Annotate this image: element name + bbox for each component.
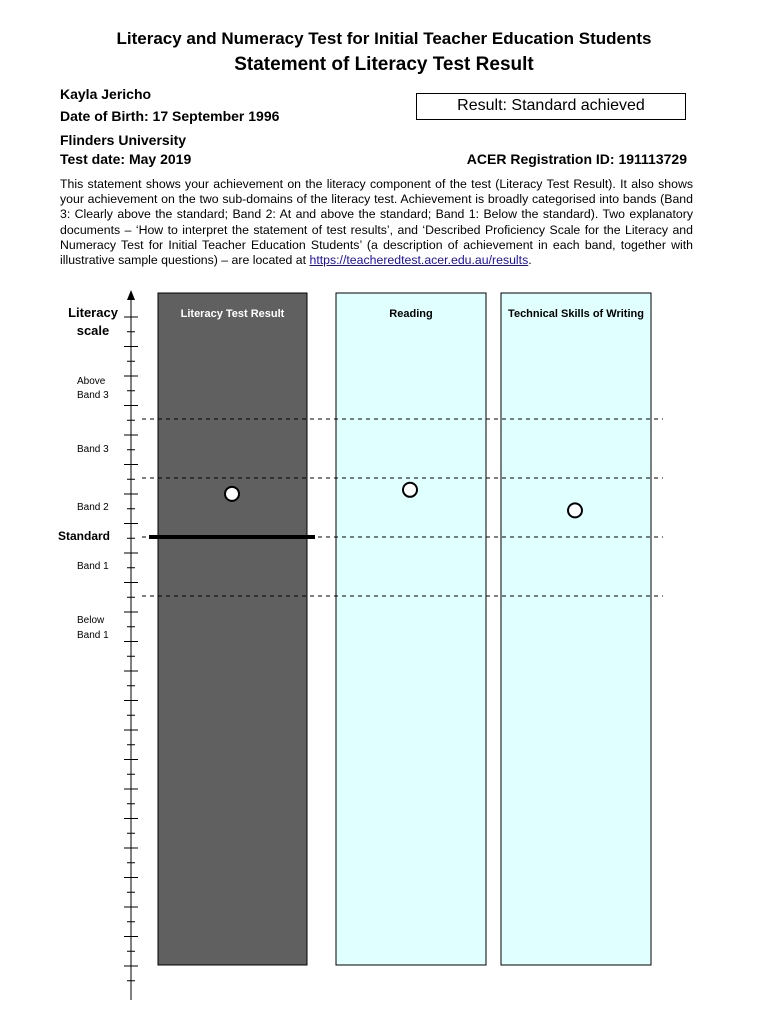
column-label-technical-skills: Technical Skills of Writing (508, 308, 644, 320)
band-label-below-band1-line2: Band 1 (77, 630, 109, 641)
scale-label-line2: scale (76, 323, 110, 338)
results-link[interactable]: https://teacheredtest.acer.edu.au/results (309, 253, 529, 268)
description-text: This statement shows your achievement on the literacy component of the test (Literacy Test Result). It also shows your achievement on the two sub-domains of the literacy test. Achievement is broadly categorised into bands (Band 3: Clearly above the standard; Band 2: At and above the standard; Band 1: Below the standard). Two explanatory documents – ‘How to interpret the statement of test results’, and ‘Described Proficiency Scale for the Literacy and Numeracy Test for Initial Teacher Education Students’ (a description of achievement in each band, together with illustrative sample questions) – are located at (60, 177, 693, 268)
result-box: Result: Standard achieved (416, 93, 686, 120)
band-label-above-band3-line1: Above (77, 376, 106, 387)
university-name: Flinders University (60, 132, 187, 148)
column-reading (336, 293, 486, 965)
band-label-band1: Band 1 (77, 561, 109, 572)
band-label-below-band1-line1: Below (77, 615, 105, 626)
column-label-reading: Reading (389, 308, 433, 320)
axis-arrow-icon (127, 290, 135, 300)
band-label-band2: Band 2 (77, 502, 109, 513)
column-literacy-test-result (158, 293, 307, 965)
standard-label: Standard (58, 529, 111, 543)
description-suffix: . (528, 253, 532, 268)
band-label-above-band3-line2: Band 3 (77, 390, 109, 401)
score-marker-literacy-test-result (225, 487, 239, 501)
candidate-name: Kayla Jericho (60, 86, 152, 102)
scale-label-line1: Literacy (68, 305, 118, 320)
document-subtitle: Statement of Literacy Test Result (234, 54, 534, 75)
score-marker-technical-skills (568, 503, 582, 517)
column-technical-skills-of-writing (501, 293, 651, 965)
test-date: Test date: May 2019 (60, 151, 192, 167)
date-of-birth: Date of Birth: 17 September 1996 (60, 108, 280, 124)
document-title: Literacy and Numeracy Test for Initial Teacher Education Students (116, 29, 652, 48)
band-label-band3: Band 3 (77, 444, 109, 455)
column-label-literacy-test-result: Literacy Test Result (180, 308, 285, 320)
score-marker-reading (403, 483, 417, 497)
registration-id: ACER Registration ID: 191113729 (466, 151, 687, 167)
